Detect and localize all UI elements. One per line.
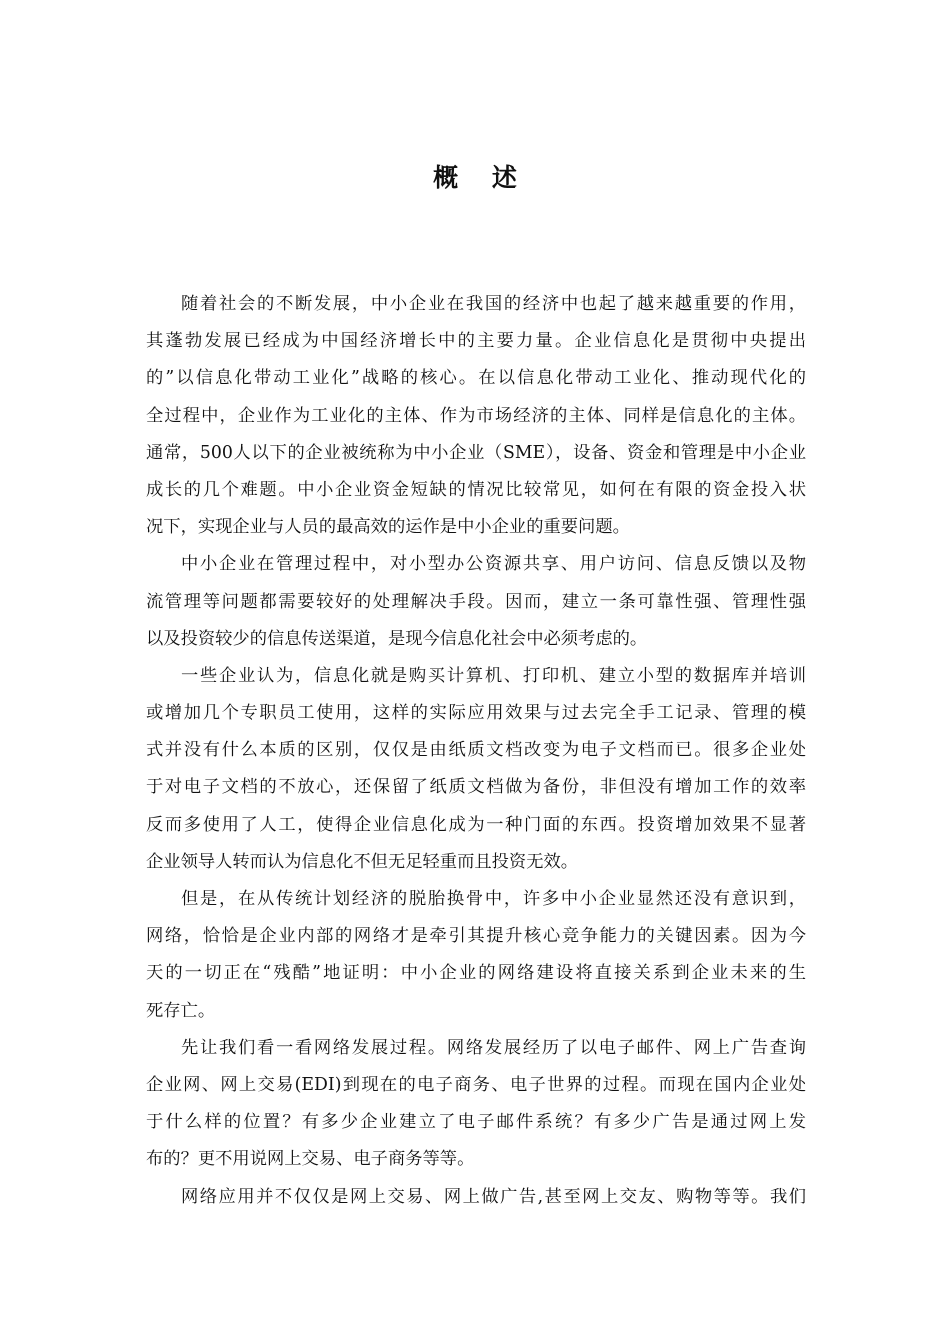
text-line: 中小企业在管理过程中，对小型办公资源共享、用户访问、信息反馈以及物 (181, 554, 806, 575)
text-line: 但是，在从传统计划经济的脱胎换骨中，许多中小企业显然还没有意识到， (181, 889, 806, 909)
text-line: 或增加几个专职员工使用，这样的实际应用效果与过去完全手工记录、管理的模 (146, 703, 806, 724)
text-line: 其蓬勃发展已经成为中国经济增长中的主要力量。企业信息化是贯彻中央提出 (146, 331, 806, 352)
text-line: 网络，恰恰是企业内部的网络才是牵引其提升核心竞争能力的关键因素。因为今 (146, 926, 806, 947)
text-line: 企业网、网上交易(EDI)到现在的电子商务、电子世界的过程。而现在国内企业处 (146, 1074, 806, 1095)
text-line: 全过程中，企业作为工业化的主体、作为市场经济的主体、同样是信息化的主体。 (146, 405, 806, 426)
text-line: 先让我们看一看网络发展过程。网络发展经历了以电子邮件、网上广告查询 (181, 1037, 806, 1058)
text-line: 死存亡。 (146, 1000, 216, 1021)
text-line: 网络应用并不仅仅是网上交易、网上做广告,甚至网上交友、购物等等。我们 (181, 1186, 806, 1207)
text-line: 天的一切正在“残酷”地证明：中小企业的网络建设将直接关系到企业未来的生 (146, 963, 806, 984)
text-line: 的”以信息化带动工业化”战略的核心。在以信息化带动工业化、推动现代化的 (146, 368, 806, 389)
text-line: 一些企业认为，信息化就是购买计算机、打印机、建立小型的数据库并培训 (181, 665, 806, 686)
text-line: 通常，500人以下的企业被统称为中小企业（SME），设备、资金和管理是中小企业 (146, 442, 806, 463)
text-line: 流管理等问题都需要较好的处理解决手段。因而，建立一条可靠性强、管理性强 (146, 591, 806, 612)
text-line: 随着社会的不断发展，中小企业在我国的经济中也起了越来越重要的作用， (181, 294, 806, 314)
text-line: 成长的几个难题。中小企业资金短缺的情况比较常见，如何在有限的资金投入状 (146, 479, 806, 500)
text-line: 于对电子文档的不放心，还保留了纸质文档做为备份，非但没有增加工作的效率 (146, 777, 806, 798)
text-line: 企业领导人转而认为信息化不但无足轻重而且投资无效。 (146, 851, 579, 872)
text-line: 反而多使用了人工，使得企业信息化成为一种门面的东西。投资增加效果不显著 (146, 814, 806, 835)
text-line: 况下，实现企业与人员的最高效的运作是中小企业的重要问题。 (146, 517, 630, 538)
body-text (146, 286, 806, 1216)
text-line: 以及投资较少的信息传送渠道，是现今信息化社会中必须考虑的。 (146, 628, 648, 649)
page-title: 概 述 (433, 163, 517, 192)
text-line: 布的？更不用说网上交易、电子商务等等。 (146, 1149, 475, 1170)
text-line: 于什么样的位置？有多少企业建立了电子邮件系统？有多少广告是通过网上发 (146, 1112, 806, 1133)
text-line: 式并没有什么本质的区别，仅仅是由纸质文档改变为电子文档而已。很多企业处 (146, 740, 806, 761)
